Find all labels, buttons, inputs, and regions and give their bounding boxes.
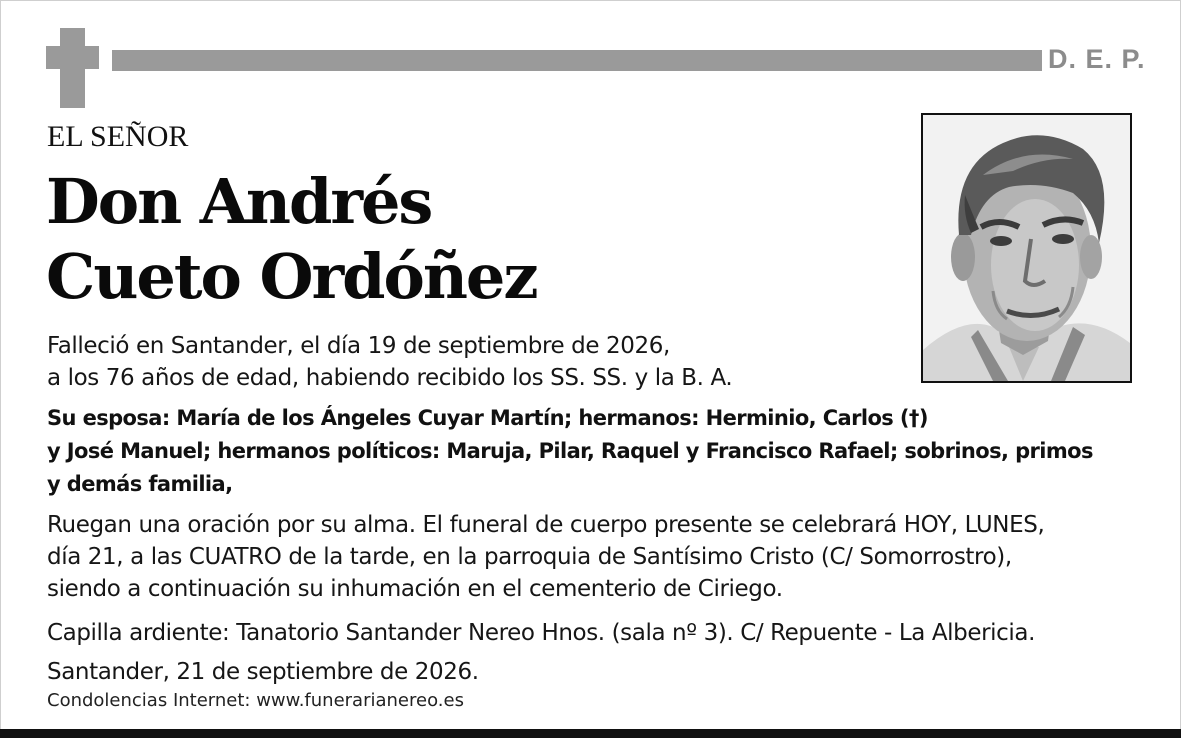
title-prefix: EL SEÑOR (47, 120, 189, 153)
cross-icon-bar (46, 46, 99, 69)
death-info-line1: Falleció en Santander, el día 19 de septiembre de 2026, (47, 333, 670, 359)
funeral-line2: día 21, a las CUATRO de la tarde, en la parroquia de Santísimo Cristo (C/ Somorrostro), (47, 544, 1012, 570)
header-rule (112, 50, 1042, 71)
bottom-rule (0, 729, 1181, 738)
deceased-name-line1: Don Andrés (46, 165, 432, 238)
family-line2: y José Manuel; hermanos políticos: Maruja, Pilar, Raquel y Francisco Rafael; sobrinos, primos (47, 439, 1093, 463)
portrait-illustration (923, 115, 1130, 381)
family-line3: y demás familia, (47, 472, 233, 496)
funeral-line1: Ruegan una oración por su alma. El funeral de cuerpo presente se celebrará HOY, LUNES, (47, 512, 1045, 538)
deceased-name-line2: Cueto Ordóñez (46, 240, 537, 313)
condolences-link: Condolencias Internet: www.funerarianereo.es (47, 690, 464, 711)
death-info-line2: a los 76 años de edad, habiendo recibido los SS. SS. y la B. A. (47, 365, 733, 391)
dep-label: D. E. P. (1048, 44, 1146, 74)
funeral-line3: siendo a continuación su inhumación en el cementerio de Ciriego. (47, 576, 783, 602)
deceased-portrait (921, 113, 1132, 383)
place-date: Santander, 21 de septiembre de 2026. (47, 659, 479, 685)
family-line1: Su esposa: María de los Ángeles Cuyar Martín; hermanos: Herminio, Carlos (†) (47, 406, 928, 430)
chapel-info: Capilla ardiente: Tanatorio Santander Nereo Hnos. (sala nº 3). C/ Repuente - La Albericia. (47, 620, 1036, 646)
